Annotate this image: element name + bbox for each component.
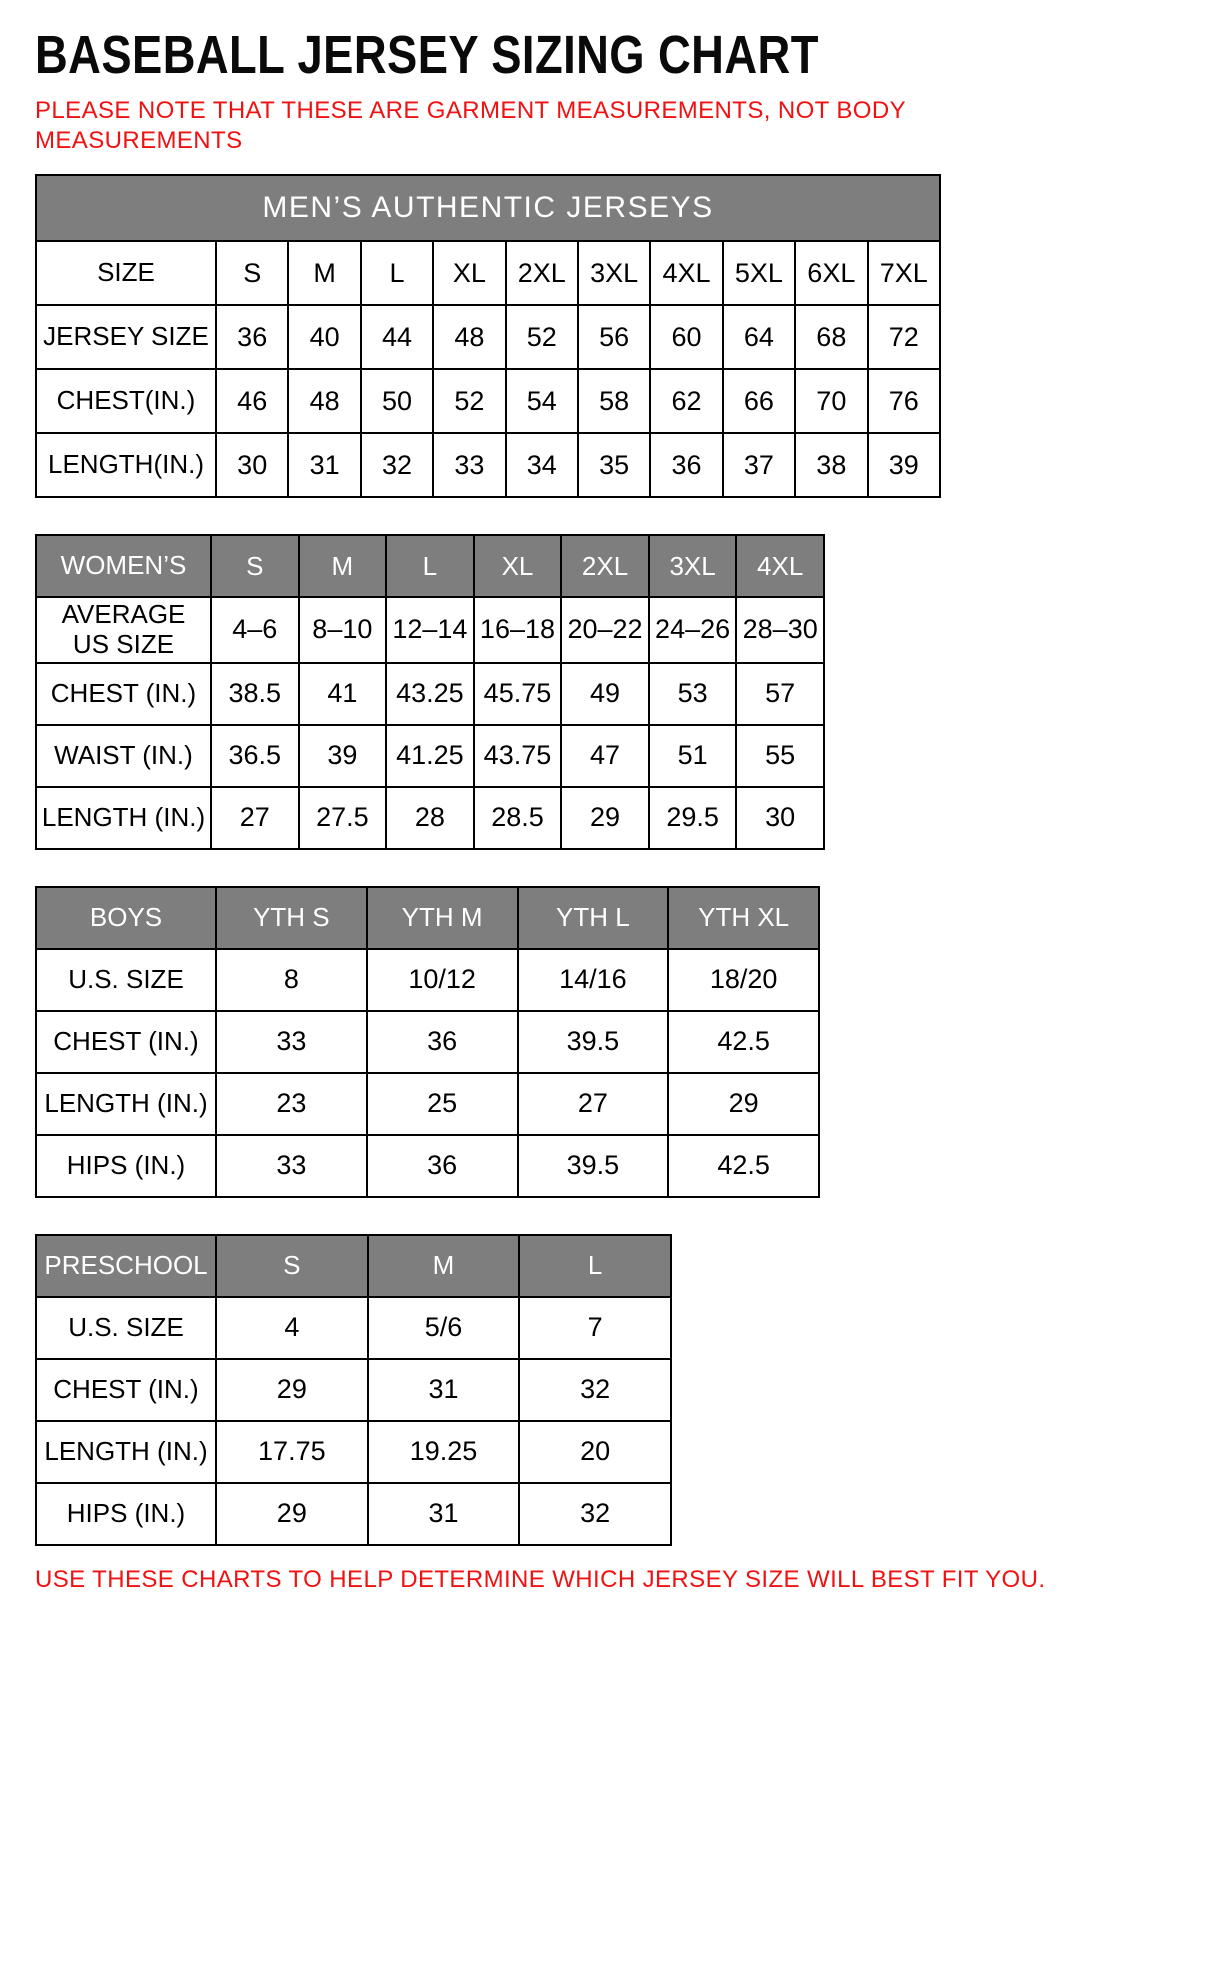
table-cell: 2XL [506,241,578,305]
table-cell: 60 [650,305,722,369]
table-row [36,725,824,787]
table-cell: 31 [288,433,360,497]
table-cell: 27 [518,1073,669,1135]
row-label: CHEST (IN.) [36,1011,216,1073]
row-label: SIZE [36,241,216,305]
table-cell: 12–14 [386,597,474,663]
table-row [36,1483,671,1545]
table-header-cell: YTH XL [668,887,819,949]
mens-table-title: MEN’S AUTHENTIC JERSEYS [36,175,940,241]
table-header-label: WOMEN’S [36,535,211,597]
table-cell: 58 [578,369,650,433]
row-label: HIPS (IN.) [36,1483,216,1545]
table-cell: 49 [561,663,649,725]
row-label: CHEST(IN.) [36,369,216,433]
page-title: BASEBALL JERSEY SIZING CHART [35,25,819,85]
table-cell: 29 [216,1359,368,1421]
table-cell: 32 [519,1359,671,1421]
table-cell: 28.5 [474,787,562,849]
table-cell: 33 [216,1011,367,1073]
table-header-cell: YTH M [367,887,518,949]
table-cell: 53 [649,663,737,725]
table-cell: 54 [506,369,578,433]
garment-measurement-note: PLEASE NOTE THAT THESE ARE GARMENT MEASUREMENTS, NOT BODY MEASUREMENTS [35,97,906,154]
table-cell: 64 [723,305,795,369]
table-cell: 34 [506,433,578,497]
row-label: JERSEY SIZE [36,305,216,369]
table-header-cell: L [386,535,474,597]
table-cell: 32 [519,1483,671,1545]
table-cell: 7XL [868,241,940,305]
table-cell: 27.5 [299,787,387,849]
table-cell: 76 [868,369,940,433]
table-cell: 4–6 [211,597,299,663]
table-cell: 4XL [650,241,722,305]
mens-table-title-row [36,175,940,241]
table-cell: 20–22 [561,597,649,663]
table-cell: 36 [216,305,288,369]
table-row [36,949,819,1011]
table-cell: 29 [668,1073,819,1135]
table-cell: 17.75 [216,1421,368,1483]
row-label: WAIST (IN.) [36,725,211,787]
row-label: LENGTH (IN.) [36,1421,216,1483]
table-cell: 72 [868,305,940,369]
table-cell: 31 [368,1483,520,1545]
table-cell: 31 [368,1359,520,1421]
row-label: HIPS (IN.) [36,1135,216,1197]
table-cell: S [216,241,288,305]
table-cell: 50 [361,369,433,433]
row-label: AVERAGE US SIZE [36,597,211,663]
table-cell: 47 [561,725,649,787]
table-row [36,1359,671,1421]
table-cell: 10/12 [367,949,518,1011]
table-cell: 44 [361,305,433,369]
mens-authentic-jerseys-table [35,174,941,498]
table-cell: 36 [367,1011,518,1073]
table-header-cell: 4XL [736,535,824,597]
table-cell: 56 [578,305,650,369]
table-cell: 35 [578,433,650,497]
table-cell: 19.25 [368,1421,520,1483]
table-cell: 52 [506,305,578,369]
table-cell: 28 [386,787,474,849]
table-cell: 70 [795,369,867,433]
table-header-cell: S [216,1235,368,1297]
table-cell: 16–18 [474,597,562,663]
table-cell: 41 [299,663,387,725]
table-cell: 5XL [723,241,795,305]
table-cell: 7 [519,1297,671,1359]
table-row [36,305,940,369]
table-cell: 8 [216,949,367,1011]
table-cell: L [361,241,433,305]
footer-note: USE THESE CHARTS TO HELP DETERMINE WHICH JERSEY SIZE WILL BEST FIT YOU. [35,1565,1046,1593]
table-cell: 25 [367,1073,518,1135]
table-cell: 42.5 [668,1011,819,1073]
table-cell: 14/16 [518,949,669,1011]
table-header-cell: 3XL [649,535,737,597]
table-cell: 36 [650,433,722,497]
table-header-cell: YTH S [216,887,367,949]
womens-table [35,534,825,850]
table-row [36,1011,819,1073]
table-cell: 39.5 [518,1011,669,1073]
table-cell: 41.25 [386,725,474,787]
row-label: U.S. SIZE [36,1297,216,1359]
table-cell: XL [433,241,505,305]
table-row [36,787,824,849]
table-cell: 24–26 [649,597,737,663]
table-cell: 66 [723,369,795,433]
mens-table-body [36,241,940,497]
table-cell: M [288,241,360,305]
table-cell: 51 [649,725,737,787]
table-row [36,663,824,725]
table-cell: 27 [211,787,299,849]
table-header-cell: M [299,535,387,597]
table-cell: 32 [361,433,433,497]
table-row [36,241,940,305]
row-label: LENGTH (IN.) [36,787,211,849]
preschool-table [35,1234,672,1546]
table-cell: 43.75 [474,725,562,787]
boys-table [35,886,820,1198]
boys-table-body [36,887,819,1197]
table-cell: 46 [216,369,288,433]
row-label: CHEST (IN.) [36,1359,216,1421]
table-header-cell: L [519,1235,671,1297]
table-cell: 33 [433,433,505,497]
table-cell: 38.5 [211,663,299,725]
table-cell: 45.75 [474,663,562,725]
table-header-row [36,887,819,949]
table-header-cell: 2XL [561,535,649,597]
table-header-cell: S [211,535,299,597]
table-cell: 39.5 [518,1135,669,1197]
table-cell: 23 [216,1073,367,1135]
table-cell: 30 [736,787,824,849]
table-cell: 38 [795,433,867,497]
table-cell: 39 [868,433,940,497]
table-cell: 48 [288,369,360,433]
table-header-cell: YTH L [518,887,669,949]
table-header-row [36,1235,671,1297]
table-cell: 8–10 [299,597,387,663]
table-header-cell: M [368,1235,520,1297]
table-header-label: PRESCHOOL [36,1235,216,1297]
table-cell: 37 [723,433,795,497]
row-label: LENGTH (IN.) [36,1073,216,1135]
table-cell: 36.5 [211,725,299,787]
table-cell: 42.5 [668,1135,819,1197]
table-cell: 62 [650,369,722,433]
table-cell: 18/20 [668,949,819,1011]
table-header-row [36,535,824,597]
table-cell: 57 [736,663,824,725]
table-row [36,369,940,433]
table-cell: 40 [288,305,360,369]
row-label: LENGTH(IN.) [36,433,216,497]
table-cell: 48 [433,305,505,369]
table-row [36,597,824,663]
table-cell: 5/6 [368,1297,520,1359]
table-cell: 36 [367,1135,518,1197]
table-cell: 29 [561,787,649,849]
table-row [36,1297,671,1359]
table-cell: 20 [519,1421,671,1483]
table-cell: 43.25 [386,663,474,725]
table-cell: 30 [216,433,288,497]
table-header-label: BOYS [36,887,216,949]
preschool-table-body [36,1235,671,1545]
table-cell: 39 [299,725,387,787]
table-cell: 6XL [795,241,867,305]
table-cell: 29.5 [649,787,737,849]
table-header-cell: XL [474,535,562,597]
row-label: U.S. SIZE [36,949,216,1011]
womens-table-body [36,535,824,849]
table-cell: 68 [795,305,867,369]
table-cell: 3XL [578,241,650,305]
table-cell: 29 [216,1483,368,1545]
table-row [36,1073,819,1135]
table-row [36,1135,819,1197]
table-row [36,1421,671,1483]
row-label: CHEST (IN.) [36,663,211,725]
table-cell: 55 [736,725,824,787]
table-cell: 28–30 [736,597,824,663]
table-row [36,433,940,497]
table-cell: 4 [216,1297,368,1359]
table-cell: 33 [216,1135,367,1197]
table-cell: 52 [433,369,505,433]
